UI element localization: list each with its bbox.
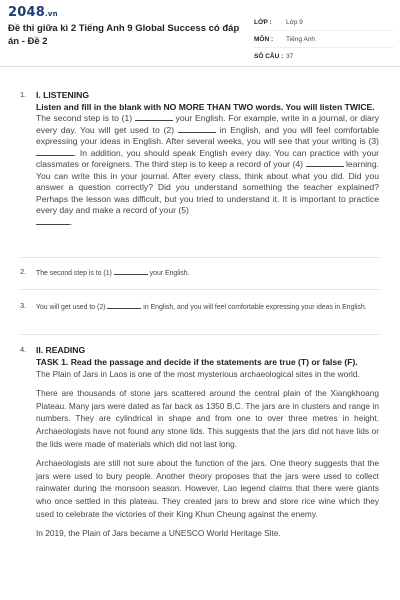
reading-paragraph-3: Archaeologists are still not sure about the function of the jars. One theory suggests that the jars were used to bury people. Another theory proposes that the jars were used to collect rainwater during the monsoon season. However, Lao legend claims that there were giants who once settled in this plateau. They created jars to brew and store rice wine which they used to celebrate the victories of their King Khun Cheung against the enemy. bbox=[36, 457, 379, 519]
meta-value: Lớp 9 bbox=[286, 18, 303, 26]
meta-label: MÔN : bbox=[254, 35, 274, 43]
meta-row-subject bbox=[254, 31, 394, 48]
document-title: Đề thi giữa kì 2 Tiếng Anh 9 Global Success có đáp án - Đề 2 bbox=[8, 23, 240, 47]
question-text: You will get used to (2) in English, and you will feel comfortable expressing your ideas in English. bbox=[36, 301, 379, 313]
question-number: 4. bbox=[20, 345, 27, 354]
meta-value: Tiếng Anh bbox=[286, 35, 316, 43]
site-logo[interactable] bbox=[8, 5, 58, 20]
divider bbox=[20, 334, 380, 335]
answer-blank-5[interactable] bbox=[36, 217, 70, 225]
answer-blank[interactable] bbox=[107, 301, 141, 309]
section-heading-listening: I. LISTENING bbox=[36, 90, 89, 100]
answer-blank-2[interactable] bbox=[178, 125, 216, 133]
meta-row-class bbox=[254, 14, 394, 31]
answer-blank-4[interactable] bbox=[306, 159, 344, 167]
reading-task-instruction: TASK 1. Read the passage and decide if the statements are true (T) or false (F). bbox=[36, 356, 358, 367]
reading-paragraph-4: In 2019, the Plain of Jars became a UNESCO World Heritage Site. bbox=[36, 527, 281, 538]
question-number: 3. bbox=[20, 301, 27, 310]
page-header bbox=[0, 0, 400, 67]
meta-label: SỐ CÂU : bbox=[254, 52, 284, 60]
question-number: 1. bbox=[20, 90, 27, 99]
listening-passage: The second step is to (1) your English. For example, write in a journal, or diary every day. You will get used to (2) in English, and you will feel comfortable expressing your ideas in English. After several weeks, you will see that your writing is (3) . In addition, you should speak English every day. You can practice with your classmates or foreigners. The third step is to keep a record of your (4) learning. You can write this in your journal. After every class, think about what you did. Did you answer a question correctly? Did you understand something the teacher explained? Perhaps the lesson was difficult, but you tried to understand it. It is important to practice every day and make a record of your (5) . bbox=[36, 113, 379, 227]
question-text: The second step is to (1) your English. bbox=[36, 267, 379, 279]
logo-suffix: .vn bbox=[44, 10, 58, 18]
listening-instruction: Listen and fill in the blank with NO MORE THAN TWO words. You will listen TWICE. bbox=[36, 101, 375, 112]
divider bbox=[20, 257, 380, 258]
reading-paragraph-2: There are thousands of stone jars scattered around the central plain of the Xiangkhoang Plateau. Many jars were dated as far back as 1350 B.C. The jars are in clusters and range in numbers. They are cylindrical in shape and from one to over three metres in height. Archaeologists have not found any stone lids. This suggests that the jars did not have lids or the lids were made of materials which did not last long. bbox=[36, 387, 379, 449]
meta-label: LỚP : bbox=[254, 18, 272, 26]
meta-value: 37 bbox=[286, 52, 294, 60]
answer-blank-3[interactable] bbox=[36, 148, 74, 156]
reading-paragraph-1: The Plain of Jars in Laos is one of the most mysterious archaeological sites in the world. bbox=[36, 369, 360, 379]
logo-text: 2048 bbox=[8, 5, 45, 20]
exam-meta bbox=[254, 14, 394, 64]
divider bbox=[20, 289, 380, 290]
question-number: 2. bbox=[20, 267, 27, 276]
section-heading-reading: II. READING bbox=[36, 345, 86, 355]
meta-row-count bbox=[254, 48, 394, 64]
answer-blank[interactable] bbox=[114, 267, 148, 275]
answer-blank-1[interactable] bbox=[135, 113, 173, 121]
